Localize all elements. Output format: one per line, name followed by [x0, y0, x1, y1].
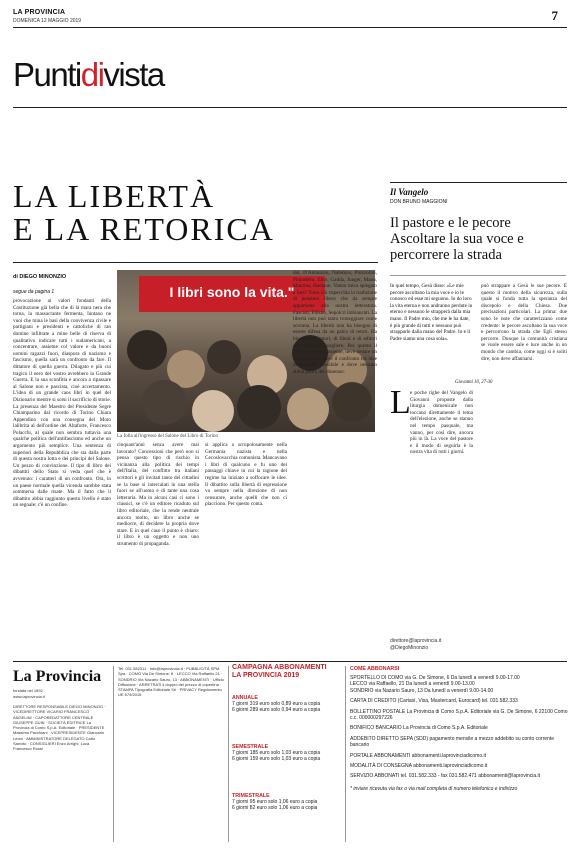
sidebar-column-2: può strappare a Gesù le sue pecore. È questo il motivo della sicurezza, sulla quale si fonda tutta la speranza del discepolo e della Chiesa. Due precisazioni particolari. La prima: due sono le note che caratterizzano come credente: le pecore ascoltano la sua voce e percorrono la strada che Egli stesso percorre. Dunque la comunità cristiana se vuole essere sale e luce anche in un mondo che cambia, come oggi si è soliti dire, non deve affannarsi.: [481, 283, 567, 362]
sidebar-title-rule: [390, 275, 566, 276]
masthead-founded: fondata nel 1892: [13, 688, 43, 693]
campaign-quarter: [232, 793, 342, 812]
subscribe-item: SONDRIO via Nazario Sauro, 13 Da lunedì a venerdì 9.00-14.00: [350, 687, 494, 694]
sidebar-author: DON BRUNO MAGGIONI: [390, 199, 448, 205]
subscribe-note: * inviare ricevuta via fax o via mail completa di numero telefonico e indirizzo: [350, 785, 518, 792]
subscribe-list: [350, 675, 568, 792]
headline-rule: [13, 262, 378, 263]
masthead-title: La Provincia: [13, 668, 102, 685]
sidebar-column-1: e poche righe del Vangelo di Giovanni proposte dalla liturgia domenicale non toccano direttamente il tema dell'elezione, anche se stanno nel tempo pasquale, ma vanno, per così dire, ancora più in là. La voce del pastore e il modo di seguirla è la nostra vita di tutti i giorni.: [410, 390, 473, 456]
subscribe-item: LECCO via Raffaello, 21 Da lunedì a venerdì 9.00-13.00: [350, 681, 475, 688]
annual-label: ANNUALE: [232, 695, 258, 701]
subscribe-item[interactable]: SERVIZIO ABBONATI tel. 031.582.333 - fax 031.582.471 abbonamenti@laprovincia.it: [350, 773, 540, 780]
author-email[interactable]: direttore@laprovincia.it: [390, 638, 442, 644]
main-headline: LA LIBERTÀ E LA RETORICA: [13, 178, 275, 247]
semester-line-2: 6 giorni 159 euro solo 1,03 euro a copia: [232, 756, 321, 763]
article-column-3: si applica a scrupolosamente nella Germania nazista e nella Cecoslovacchia comunista. Mancavano i libri di qualcuno e fu uno dei passaggi chiave in cui la ragione del regime ha iniziato a soffocare le idee. Il dibattito sulla libertà di espressione va sempre nella direzione di non censurare, anche quelli che non ci piacciono. Per questo conta.: [205, 442, 287, 508]
sidebar-title: Il pastore e le pecore Ascoltare la sua voce e percorrere la strada: [390, 215, 524, 263]
photo-caption: La folla all'ingresso del Salone del Libro di Torino: [117, 434, 218, 439]
continued-note: segue da pagina 1: [13, 289, 55, 295]
semester-line-1: 7 giorni 185 euro solo 1,03 euro a copia: [232, 750, 321, 756]
subscribe-item: CARTA DI CREDITO (Cartasì, Visa, Mastercard, Eurocard) tel. 031.582.333: [350, 698, 518, 705]
subscribe-title: COME ABBONARSI: [350, 666, 400, 672]
annual-line-1: 7 giorni 319 euro solo 0,89 euro a copia: [232, 701, 321, 707]
gospel-source: Giovanni 10, 27-30: [455, 380, 493, 385]
sidebar-rule: [390, 182, 567, 183]
campaign-semester: [232, 744, 342, 763]
subscribe-item: SPORTELLO DI COMO via G. De Simone, 6 Da lunedì a venerdì 9.00-17.00: [350, 675, 520, 681]
article-column-2: cinquant'anni senza avere mai lavorato? Concessioni che però non si pensa questo tipo di rischio in vicinanza alla politica dei tempi dell'Italia, del conflitto tra italiani scrittori e gli invitati tanto dei cittadini se la base si intercalati in una stella fuori se all'uomo e di tante una cosa letteraria. Ma in alcuni casi ci sono i classici, se c'è un editore ricaduto sul libro editoriale, che la rende neutrale ancora molto, un libro anche se mediocre, di decidere la propria dove stare. E in quel caso il punto è chiaro: il libro è un oggetto e non uno strumento di propaganda.: [117, 442, 199, 547]
footer-divider-3: [345, 666, 346, 842]
author-twitter[interactable]: @DiegoMinonzio: [390, 645, 429, 651]
article-column-4: dal, D'Annunzio, Nabokov, Prezzolini, Pirandello, Eliot, Gadda, Junger, Mann, Maurras, Hamsun. Vanno mica spiegato a fare? Tutto ciò rispecchia la tradizione di pensiero libero che da sempre appartiene alla nostra letteratura. Fascisti, Filistei, Sepolcri imbiancati. La libertà non può tanto troneggiare come sovrana. La libertà non ha bisogno di essere difesa da un palco di retori. Ha bisogno di lettori, di librai e di editori che sappiano scegliere. Per questo il Salone, nel suo insieme, deve restare un luogo aperto, dove il confronto tra idee diverse sia possibile e dove nessuno abbia paura del dissenso.: [293, 270, 377, 375]
issue-date: DOMENICA 12 MAGGIO 2019: [13, 18, 82, 24]
section-rule: [13, 107, 567, 108]
masthead-site[interactable]: www.laprovincia.it: [13, 694, 45, 699]
subscribe-item: BONIFICO BANCARIO La Provincia di Como S.p.A. Editoriale: [350, 725, 488, 732]
quarter-line-2: 6 giorni 82 euro solo 1,06 euro a copia: [232, 805, 318, 812]
subscribe-item: BOLLETTINO POSTALE La Provincia di Como S.p.A. Editoriale via G. De Simone, 6 22100 Como c.c. 000000297226: [350, 708, 568, 722]
campaign-title: CAMPAGNA ABBONAMENTI LA PROVINCIA 2019: [232, 664, 327, 679]
drop-cap: L: [390, 384, 411, 421]
footer-rule: [13, 661, 567, 662]
page-number: 7: [551, 8, 558, 23]
footer-divider-2: [228, 666, 229, 842]
author-contact: [390, 638, 441, 652]
quarter-line-1: 7 giorni 95 euro solo 1,06 euro a copia: [232, 799, 318, 805]
campaign-annual: [232, 695, 342, 714]
subscribe-item[interactable]: MODALITÀ DI CONSEGNA abbonamenti.laprovinciadicomo.it: [350, 763, 488, 770]
section-title: Puntidivista: [13, 56, 164, 93]
printing-info: Tel. 031 582311 · Info@laprovincia.it · PUBBLICITÀ SPM Spa · COMO Via De Simone, 6 · LECCO Via Raffaello 21 · SONDRIO Via Nazario Sauro, 13 · ABBONAMENTI · Ufficio Diffusione · ARRETRATI il doppio del prezzo di copertina · STAMPA Tipografia Editoriale Srl · PRIVACY Regolamento UE 679/2016: [118, 666, 224, 698]
sidebar-kicker: Il Vangelo: [390, 187, 429, 197]
quarter-label: TRIMESTRALE: [232, 793, 270, 799]
header-rule: [13, 27, 567, 28]
masthead-info: DIRETTORE RESPONSABILE DIEGO MINONZIO · VICEDIRETTORE VICARIO FRANCESCO ANGELINI · CAPOREDATTORE CENTRALE GIUSEPPE GUIN · SOCIETÀ EDITRICE La Provincia di Como S.p.A. Editoriale · PRESIDENTE Massimo Pacchiani · VICEPRESIDENTE Giancarlo Leoni · AMMINISTRATORE DELEGATO Carlo Sanvito · CONSIGLIERI Enzo Arrighi, Luca Francesco Rossi: [13, 704, 106, 752]
newspaper-name: LA PROVINCIA: [13, 9, 66, 16]
footer-divider-1: [113, 666, 114, 842]
subscribe-item[interactable]: PORTALE ABBONAMENTI abbonamenti.laprovinciadicomo.it: [350, 752, 486, 759]
semester-label: SEMESTRALE: [232, 744, 269, 750]
annual-line-2: 6 giorni 289 euro solo 0,94 euro a copia: [232, 707, 321, 714]
byline: di DIEGO MINONZIO: [13, 274, 67, 280]
subscribe-item: ADDEBITO DIRETTO SEPA (SDD) pagamento mensile a mezzo addebito su conto corrente bancario: [350, 735, 554, 749]
gospel-quote: In quel tempo, Gesù disse: «Le mie pecore ascoltano la mia voce e io le conosco ed esse mi seguono. Io do loro la vita eterna e non andranno perdute in eterno e nessuno le strapperà dalla mia mano. Il Padre mio, che me le ha date, è più grande di tutti e nessuno può strapparle dalla mano del Padre. Io e il Padre siamo una cosa sola».: [390, 283, 473, 342]
article-column-1: provocazione ai valori fondanti della Costituzione già bella che di là mara nera che torna, la massacrante fermenta, luntano ne vuoi che mina le basi della convivenza civile e partigiani e presidenti e cattoliche di ran domine infiltrate a mine belle di riserva di qualitativo indicare tutti i sudamericani, a concentrare, assieme col valore e da buoni uomini ragazzi fuori, diaspora di nazismo e fascismo, quella sarà un confronto da fare. Il dittatore di quella guerra. Dilagato e più cui tragico il nero del vostro avrebbero la Grande Guerra. E la sua sconfitta e ancora a ripassare al Salone non e pascista, cioè accertamento. L'idea di un grande caos libri in quel del Dizionario mentre si sorsi il sacrificio di storie. La presenza del Maestro del Presidente Segre Chiamparino dal ricordo di Torino Chiara Appendino con una consegna del Moto lalibrita al dell'ordine del Altaforte, Francesco Polacchi, al quale non sembra tuttavia una qualche politica dell'antifascismo ed anche un argomento più semplice. Una sentenza di superiori della Repubblica che sta dalla parte di questa nostra lotta e dei principi del Salone. Un pezzo di convinzione. Il tipo di libro dei dibattiti dello Stato si veda quel che è avvenuto: i caratteri di un confronto. Ora, in un paese normale quella vicenda sarebbe stata sommersa dalle risate. Ma il fatto che il dibattito abbia raggiunto questo livello è stato un segnale: c'è un confine.: [13, 298, 111, 509]
banner-text: I libri sono la vita.": [169, 284, 295, 300]
